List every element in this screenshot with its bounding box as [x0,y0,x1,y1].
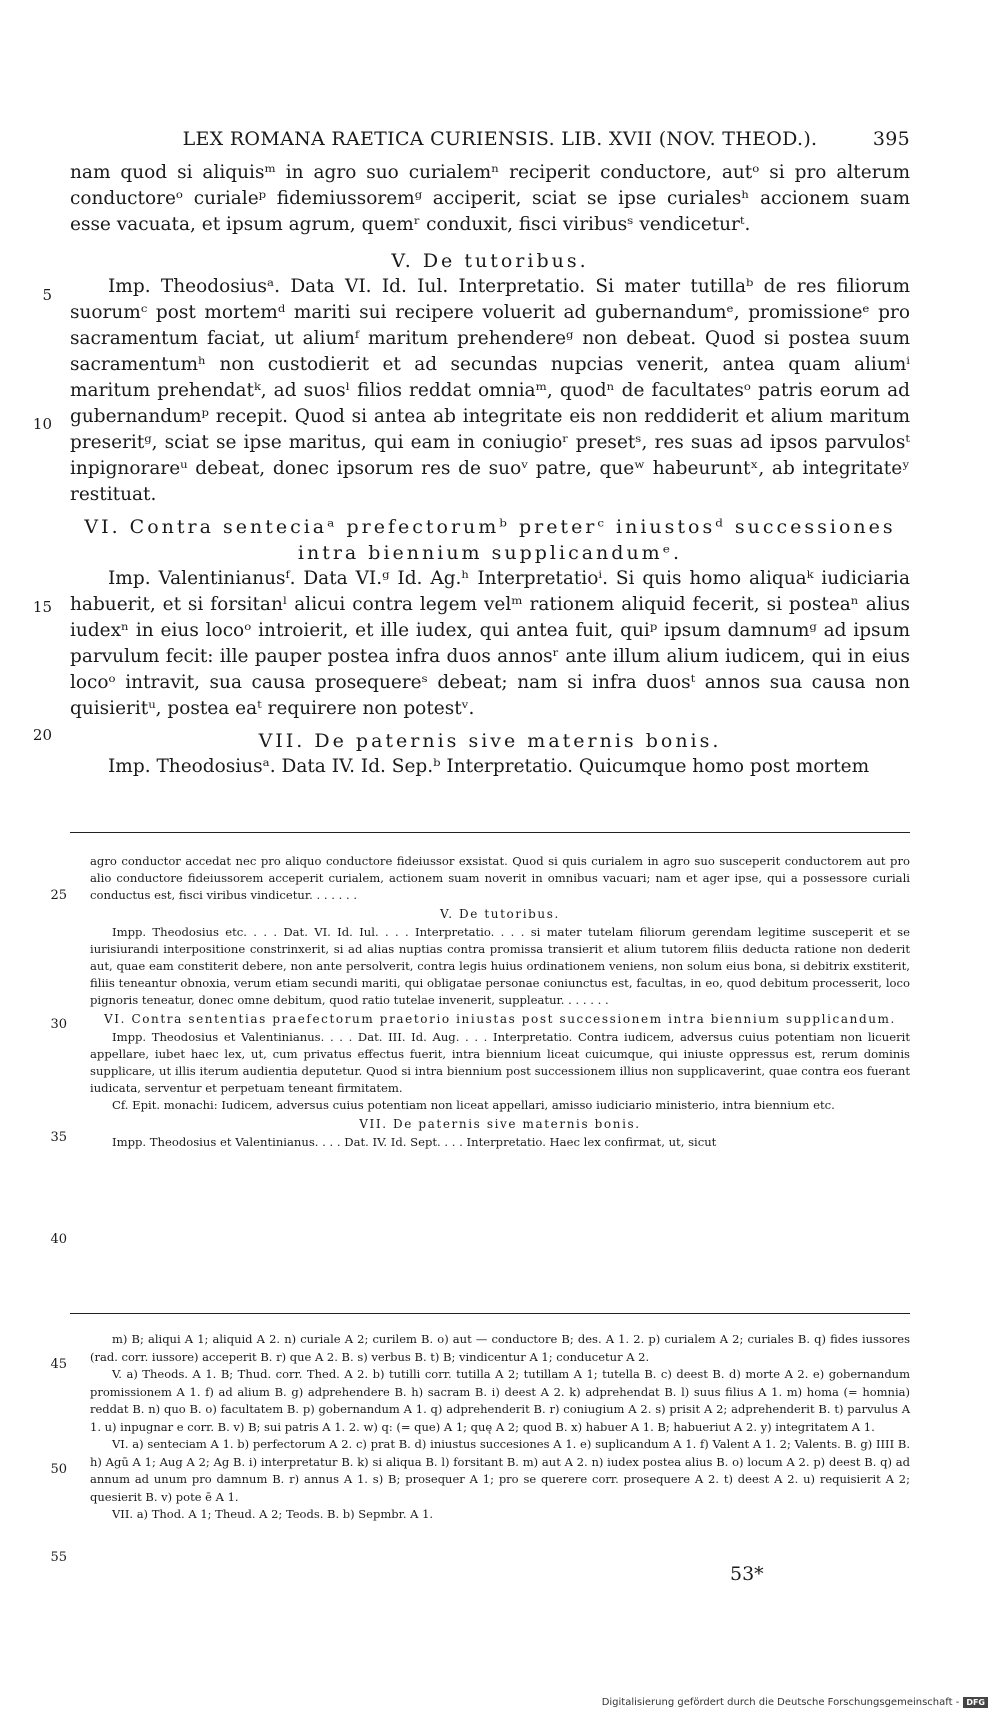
source-paragraph-intro: agro conductor accedat nec pro aliquo conductore fideiussor exsistat. Quod si quis curialem in agro suo susceperit conductorem aut pro alio conductore fideiussorem acceperit curialem, actionem suam noverit in omnibus vacuari; nam et ager ipse, qui a possessore curiali conductus est, fisci viribus vindicetur. . . . . . . [90,854,910,902]
heading-contra-sentencia: VI. Contra senteciaᵃ prefectorumᵇ preterᶜ iniustosᵈ successiones [84,516,896,538]
source-heading-de-tutoribus: V. De tutoribus. [440,907,560,921]
heading-de-paternis: VII. De paternis sive maternis bonis. [258,730,722,752]
source-paragraph-de-tutoribus: Impp. Theodosius etc. . . . Dat. VI. Id. Iul. . . . Interpretatio. . . . si mater tutelam filiorum gerendam legitime susceperit et se iurisiurandi interpositione constrinxerit, si ad alias nuptias contra promissa transierit et alium tutorem filiis deducta ratione non dederit aut, quae eam constiterit debere, non ante persolverit, contra legis huius ordinationem veniens, non solum eius bona, si debitrix exstiterit, filiis teneantur obnoxia, verum etiam secundi mariti, qui obligatae personae coniunctus est, facultas, in eo, quod debitum processerit, loco pignoris teneatur, donec omne debitum, quod ratio tutelae invenerit, suppleatur. . . . . . . [90,925,910,1007]
main-text [32,160,910,780]
source-paragraph-epitome: Cf. Epit. monachi: Iudicem, adversus cuius potentiam non liceat appellari, amisso iudiciario ministerio, intra biennium etc. [112,1098,835,1112]
source-heading-de-paternis: VII. De paternis sive maternis bonis. [359,1117,641,1131]
source-heading-contra-sententias: VI. Contra sententias praefectorum praetorio iniustas post successionem intra biennium supplicandum. [104,1012,896,1026]
line-number-15: 15 [32,598,52,616]
running-header [70,128,930,158]
apparatus-block-vii: VII. a) Thod. A 1; Theud. A 2; Teods. B. b) Sepmbr. A 1. [112,1507,434,1521]
paragraph-contra-sentencia: Imp. Valentinianusᶠ. Data VI.ᵍ Id. Ag.ʰ Interpretatioⁱ. Si quis homo aliquaᵏ iudiciaria habuerit, et si forsitanˡ alicui contra legem velᵐ rationem aliquid fecerit, si posteaⁿ alius iudexⁿ in eius locoᵒ introierit, et ille iudex, qui antea fuit, quiᵖ ipsum damnumᵍ ad ipsum parvulum fecit: ille pauper postea infra duos annosʳ ante illum alium iudicem, qui in eius locoᵒ intravit, sua causa prosequereˢ debeat; nam si infra duosᵗ annos sua causa non quisieritᵘ, postea eaᵗ requirere non potestᵛ. [70,568,910,719]
apparatus-block-v: V. a) Theods. A 1. B; Thud. corr. Thed. A 2. b) tutilli corr. tutilla A 2; tutillam A 1; tutella B. c) deest B. d) morte A 2. e) gobernandum promissionem A 1. f) ad alium B. g) adprehendere B. h) sacram B. i) deest A 2. k) adprehendat B. l) suus filius A 1. m) homa (= homnia) reddat B. n) quo B. o) facultatem B. p) gobernandum A 1. q) adprehenderit B. r) coniugium A 2. s) prisit A 2; adprehenderit B. t) parvulus A 1. u) inpugnar e corr. B. v) B; sui patris A 1. 2. w) q: (= que) A 1; quę A 2; quod B. x) habuer A 1. B; habueriut A 2. y) integritatem A 1. [90,1367,910,1434]
paragraph-intro: nam quod si aliquisᵐ in agro suo curialemⁿ reciperit conductore, autᵒ si pro alterum conductoreᵒ curialeᵖ fidemiussoremᵍ acciperit, sciat se ipse curialesʰ accionem suam esse vacuata, et ipsum agrum, quemʳ conduxit, fisci viribusˢ vendiceturᵗ. [70,162,910,235]
source-paragraph-de-paternis: Impp. Theodosius et Valentinianus. . . . Dat. IV. Id. Sept. . . . Interpretatio. Haec lex confirmat, ut, sicut [112,1135,717,1149]
folio-mark: 53* [730,1563,764,1585]
heading-de-tutoribus: V. De tutoribus. [391,250,589,272]
line-number-35: 35 [50,1130,67,1145]
critical-apparatus [50,1331,910,1565]
apparatus-block-vi: VI. a) senteciam A 1. b) perfectorum A 2. c) prat B. d) iniustus succesiones A 1. e) suplicandum A 1. f) Valent A 1. 2; Valents. B. g) IIII B. h) Agū A 1; Aug A 2; Ag B. i) interpretatur B. k) si aliqua B. l) forsitant B. m) aut A 2. n) iudex postea alius B. o) locum A 2. p) deest B. q) ad annum ad unum pro damnum B. r) annus A 1. s) B; prosequer A 1; pro se querere corr. prosequere A 2. t) deest A 2. u) requisierit A 2; quesierit B. v) pote ē A 1. [90,1437,910,1504]
divider-line [70,832,910,833]
line-number-40: 40 [50,1232,67,1247]
paragraph-de-paternis: Imp. Theodosiusᵃ. Data IV. Id. Sep.ᵇ Interpretatio. Quicumque homo post mortem [108,756,870,777]
line-number-45: 45 [50,1357,67,1372]
line-number-50: 50 [50,1462,67,1477]
divider-line [70,1313,910,1314]
line-number-55: 55 [50,1550,67,1565]
source-paragraph-contra-sententias: Impp. Theodosius et Valentinianus. . . . Dat. III. Id. Aug. . . . Interpretatio. Contra iudicem, adversus cuius potentiam non licuerit appellare, iubet haec lex, ut, cum privatus effectus fuerit, intra biennium liceat cuicumque, qui iniuste oppressus est, rerum dominis supplicare, ut illis iterum audientia deputetur. Quod si intra biennium post successionem illius non supplicaverint, quae contra eos fuerant iudicata, serventur et perpetuam teneant firmitatem. [90,1030,910,1095]
running-title: LEX ROMANA RAETICA CURIENSIS. LIB. XVII (NOV. THEOD.). [182,128,818,150]
line-number-25: 25 [50,888,67,903]
source-text [50,853,910,1247]
dfg-logo-icon: DFG [963,1697,988,1708]
credit-text: Digitalisierung gefördert durch die Deutsche Forschungsgemeinschaft - [601,1697,960,1708]
digitization-credit [602,1697,988,1708]
heading-contra-sentencia-cont: intra biennium supplicandumᵉ. [297,542,683,564]
line-number-30: 30 [50,1017,67,1032]
page-number: 395 [872,128,910,150]
apparatus-block-1: m) B; aliqui A 1; aliquid A 2. n) curiale A 2; curilem B. o) aut — conductore B; des. A 1. 2. p) curialem A 2; curiales B. q) fides iussores (rad. corr. iussore) acceperit B. r) que A 2. B. s) verbus B. t) B; vindicentur A 1; conducetur A 2. [90,1332,910,1364]
line-number-20: 20 [32,726,52,744]
line-number-10: 10 [32,415,52,433]
paragraph-de-tutoribus: Imp. Theodosiusᵃ. Data VI. Id. Iul. Interpretatio. Si mater tutillaᵇ de res filiorum suorumᶜ post mortemᵈ mariti sui recipere voluerit ad gubernandumᵉ, promissioneᵉ pro sacramentum faciat, ut aliumᶠ maritum prehendereᵍ non debeat. Quod si postea suum sacramentumʰ non custodierit et ad secundas nupcias venerit, antea quam aliumⁱ maritum prehendatᵏ, ad suosˡ filios reddat omniaᵐ, quodⁿ de facultatesᵒ patris eorum ad gubernandumᵖ recepit. Quod si antea ab integritate eis non reddiderit et alium maritum preseritᵍ, sciat se ipse maritus, qui eam in coniugioʳ presetˢ, res suas ad ipsos parvulosᵗ inpignorareᵘ debeat, donec ipsorum res de suoᵛ patre, queʷ habeuruntˣ, ab integritateʸ restituat. [70,276,910,505]
line-number-5: 5 [42,286,52,304]
